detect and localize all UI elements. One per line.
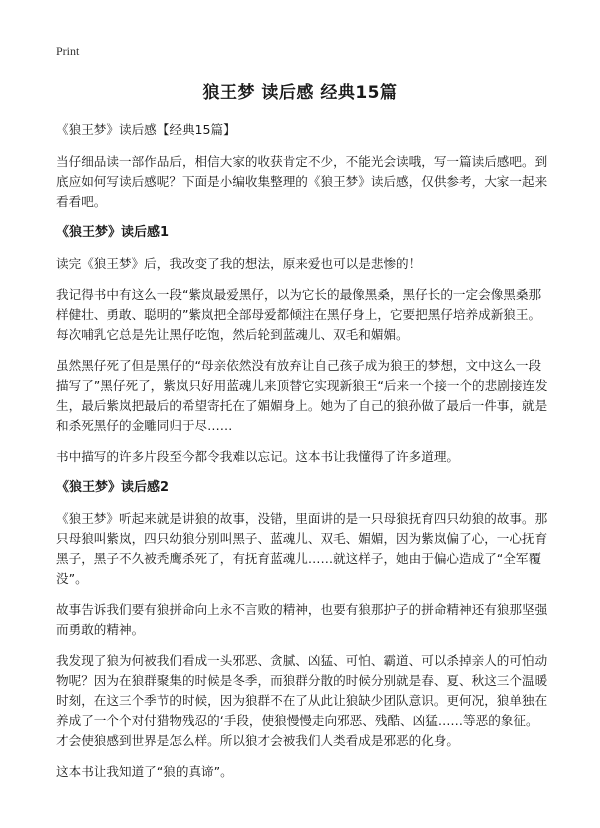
essay-1-paragraph: 我记得书中有这么一段“紫岚最爱黑仔，以为它长的最像黑桑，黑仔长的一定会像黑桑那样健壮、勇敢、聪明的”紫岚把全部母爱都倾注在黑仔身上，它要把黑仔培养成新狼王。每次哺乳它总是先让黑仔吃饱，然后轮到蓝魂儿、双毛和媚媚。	[56, 287, 542, 342]
intro-paragraph: 当仔细品读一部作品后，相信大家的收获肯定不少，不能光会读哦，写一篇读后感吧。到底应如何写读后感呢？下面是小编收集整理的《狼王梦》读后感，仅供参考，大家一起来看看吧。	[56, 154, 548, 209]
essay-2-paragraph: 故事告诉我们要有狼拼命向上永不言败的精神，也要有狼那护子的拼命精神还有狼那坚强而勇敢的精神。	[56, 602, 548, 637]
essay-2-paragraph: 《狼王梦》听起来就是讲狼的故事，没错，里面讲的是一只母狼抚育四只幼狼的故事。那只母狼叫紫岚，四只幼狼分别叫黑子、蓝魂儿、双毛、媚媚，因为紫岚偏了心，一心抚育黑子，黑子不久被秃鹰杀死了，有抚育蓝魂儿……就这样子，她由于偏心造成了“全军覆没”。	[56, 511, 548, 586]
essay-1-paragraph: 书中描写的许多片段至今都令我难以忘记。这本书让我懂得了许多道理。	[56, 449, 459, 464]
print-link[interactable]: Print	[56, 44, 80, 58]
page-title: 狼王梦 读后感 经典15篇	[202, 83, 398, 103]
essay-1-paragraph: 虽然黑仔死了但是黑仔的“母亲依然没有放弃让自己孩子成为狼王的梦想，文中这么一段描写了”黑仔死了，紫岚只好用蓝魂儿来顶替它实现新狼王“后来一个接一个的悲剧接连发生，最后紫岚把最后的希望寄托在了媚媚身上。她为了自己的狼孙做了最后一件事，就是和杀死黑仔的金雕同归于尽……	[56, 358, 548, 433]
essay-2-heading: 《狼王梦》读后感2	[56, 480, 170, 495]
article-subtitle: 《狼王梦》读后感【经典15篇】	[56, 122, 236, 137]
essay-2-paragraph: 我发现了狼为何被我们看成一头邪恶、贪腻、凶猛、可怕、霸道、可以杀掉亲人的可怕动物呢？因为在狼群聚集的时候是冬季，而狼群分散的时候分别就是春、夏、秋这三个温暖时刻，在这三个季节的时候，因为狼群不在了从此让狼缺少团队意识。更何况，狼单独在养成了一个个对付猎物残忍的‘手段，使狼慢慢走向邪恶、残酷、凶猛……等恶的象征。才会使狼感到世界是怎么样。所以狼才会被我们人类看成是邪恶的化身。	[56, 653, 548, 748]
essay-1-paragraph: 读完《狼王梦》后，我改变了我的想法，原来爱也可以是悲惨的！	[56, 256, 422, 271]
article-body	[56, 120, 548, 793]
essay-1-heading: 《狼王梦》读后感1	[56, 225, 170, 240]
essay-2-paragraph: 这本书让我知道了“狼的真谛”。	[56, 764, 233, 779]
